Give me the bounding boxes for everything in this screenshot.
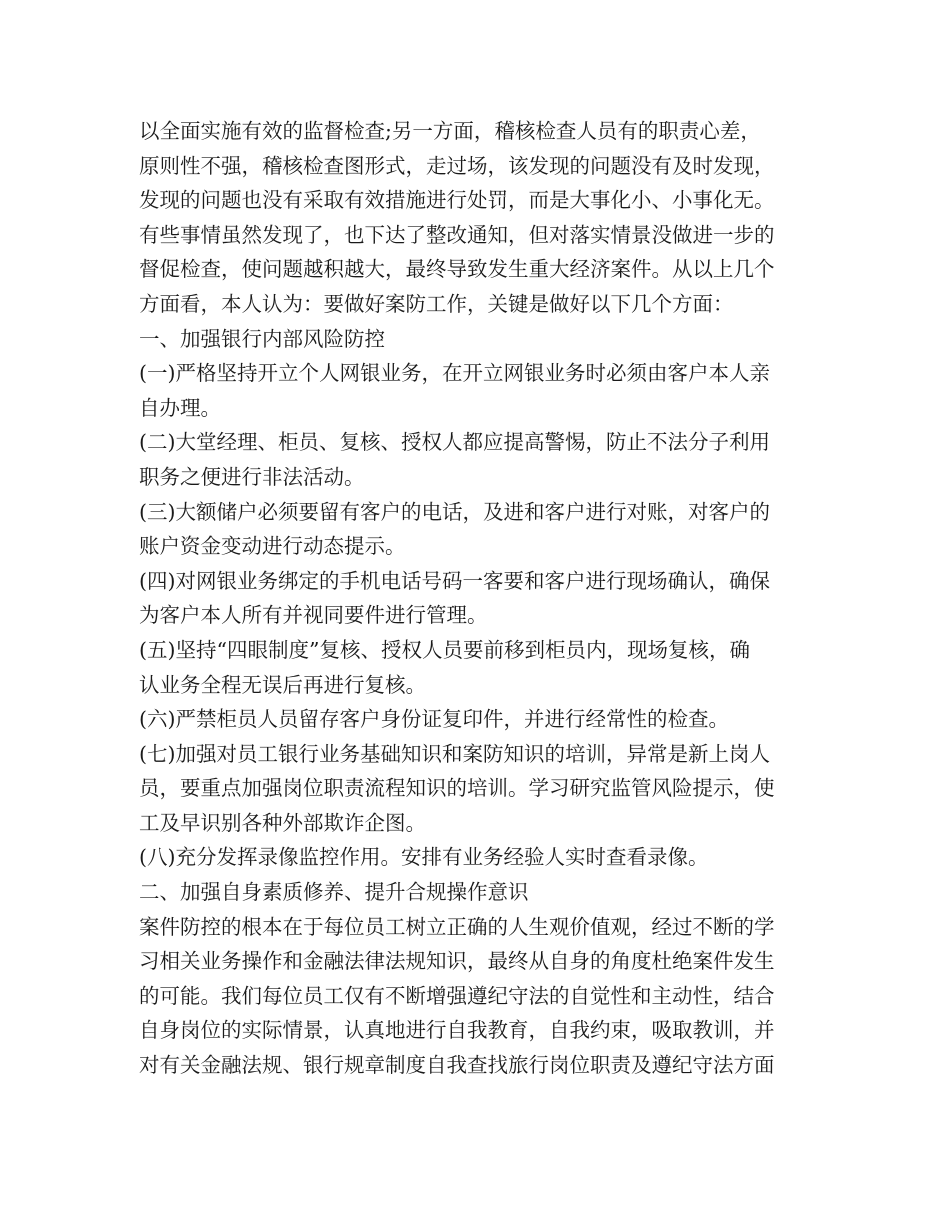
text-line: 习相关业务操作和金融法律法规知识，最终从自身的角度杜绝案件发生	[139, 949, 775, 974]
text-line: 自身岗位的实际情景，认真地进行自我教育，自我约束，吸取教训，并	[139, 1018, 775, 1043]
section-heading: 一、加强银行内部风险防控	[139, 326, 385, 351]
text-line: 有些事情虽然发现了，也下达了整改通知，但对落实情景没做进一步的	[139, 222, 775, 247]
document-body	[139, 114, 819, 1083]
list-item-text: (二)大堂经理、柜员、复核、授权人都应提高警惕，防止不法分子利用	[139, 430, 770, 455]
list-item-text: 职务之便进行非法活动。	[139, 464, 365, 489]
list-item-text: (五)坚持“四眼制度”复核、授权人员要前移到柜员内，现场复核，确	[139, 637, 750, 662]
list-item-text: (八)充分发挥录像监控作用。安排有业务经验人实时查看录像。	[139, 845, 709, 870]
text-line: 对有关金融法规、银行规章制度自我查找旅行岗位职责及遵纪守法方面	[139, 1053, 775, 1078]
section-heading: 二、加强自身素质修养、提升合规操作意识	[139, 880, 529, 905]
list-item-text: 账户资金变动进行动态提示。	[139, 534, 406, 559]
list-item-text: 员，要重点加强岗位职责流程知识的培训。学习研究监管风险提示，使	[139, 776, 775, 801]
list-item-text: 认业务全程无误后再进行复核。	[139, 672, 426, 697]
text-line: 督促检查，使问题越积越大，最终导致发生重大经济案件。从以上几个	[139, 257, 775, 282]
text-line: 原则性不强，稽核检查图形式，走过场，该发现的问题没有及时发现，	[139, 153, 775, 178]
text-line: 以全面实施有效的监督检查;另一方面，稽核检查人员有的职责心差，	[139, 119, 761, 143]
text-line: 案件防控的根本在于每位员工树立正确的人生观价值观，经过不断的学	[139, 914, 775, 939]
list-item-text: (三)大额储户必须要留有客户的电话，及进和客户进行对账，对客户的	[139, 499, 770, 524]
text-line: 发现的问题也没有采取有效措施进行处罚，而是大事化小、小事化无。	[139, 188, 775, 213]
text-line: 的可能。我们每位员工仅有不断增强遵纪守法的自觉性和主动性，结合	[139, 983, 775, 1008]
list-item-text: 工及早识别各种外部欺诈企图。	[139, 810, 426, 835]
list-item-text: (七)加强对员工银行业务基础知识和案防知识的培训，异常是新上岗人	[139, 741, 770, 766]
list-item-text: 为客户本人所有并视同要件进行管理。	[139, 603, 488, 628]
list-item-text: (一)严格坚持开立个人网银业务，在开立网银业务时必须由客户本人亲	[139, 361, 770, 386]
list-item-text: (六)严禁柜员人员留存客户身份证复印件，并进行经常性的检查。	[139, 707, 729, 732]
list-item-text: 自办理。	[139, 395, 221, 420]
text-line: 方面看，本人认为：要做好案防工作，关键是做好以下几个方面：	[139, 291, 734, 316]
list-item-text: (四)对网银业务绑定的手机电话号码一客要和客户进行现场确认，确保	[139, 568, 770, 593]
